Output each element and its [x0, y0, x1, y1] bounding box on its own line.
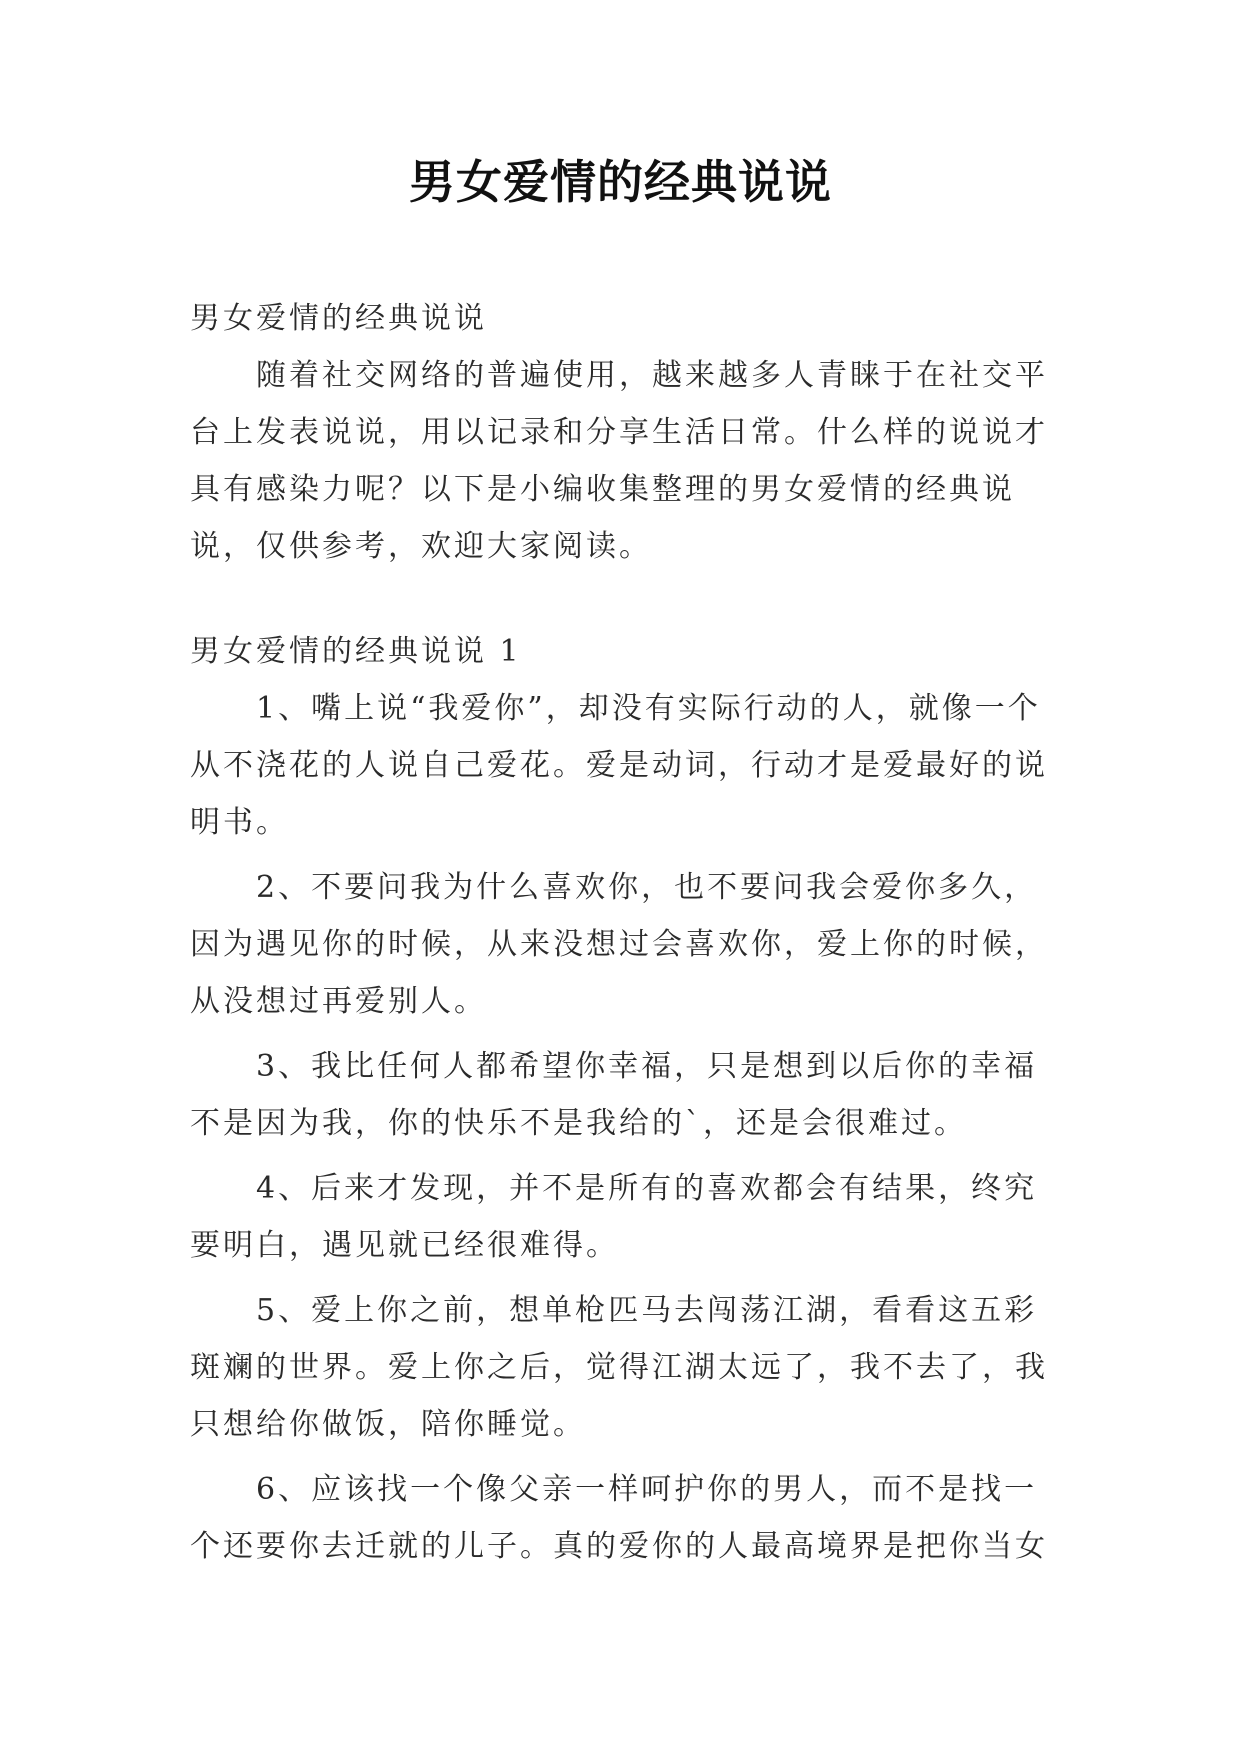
- quote-item-3: 3、我比任何人都希望你幸福，只是想到以后你的幸福不是因为我，你的快乐不是我给的`，还是会很难过。: [190, 1049, 1038, 1141]
- quote-item-2: 2、不要问我为什么喜欢你，也不要问我会爱你多久，因为遇见你的时候，从来没想过会喜欢你，爱上你的时候，从没想过再爱别人。: [190, 870, 1048, 1019]
- document-body: [190, 290, 1065, 1575]
- intro-paragraph: 随着社交网络的普遍使用，越来越多人青睐于在社交平台上发表说说，用以记录和分享生活日常。什么样的说说才具有感染力呢？以下是小编收集整理的男女爱情的经典说说，仅供参考，欢迎大家阅读。: [190, 358, 1048, 564]
- quote-item-5: 5、爱上你之前，想单枪匹马去闯荡江湖，看看这五彩斑斓的世界。爱上你之后，觉得江湖太远了，我不去了，我只想给你做饭，陪你睡觉。: [190, 1293, 1048, 1442]
- quote-item-1: 1、嘴上说“我爱你”，却没有实际行动的人，就像一个从不浇花的人说自己爱花。爱是动词，行动才是爱最好的说明书。: [190, 691, 1048, 840]
- document-subtitle: 男女爱情的经典说说: [190, 301, 487, 336]
- quote-item-4: 4、后来才发现，并不是所有的喜欢都会有结果，终究要明白，遇见就已经很难得。: [190, 1171, 1038, 1263]
- document-title: 男女爱情的经典说说: [409, 155, 832, 209]
- quote-item-6: 6、应该找一个像父亲一样呵护你的男人，而不是找一个还要你去迁就的儿子。真的爱你的人最高境界是把你当女: [190, 1472, 1048, 1564]
- section-heading: 男女爱情的经典说说 1: [190, 634, 522, 669]
- paragraph-spacer: [190, 575, 1065, 623]
